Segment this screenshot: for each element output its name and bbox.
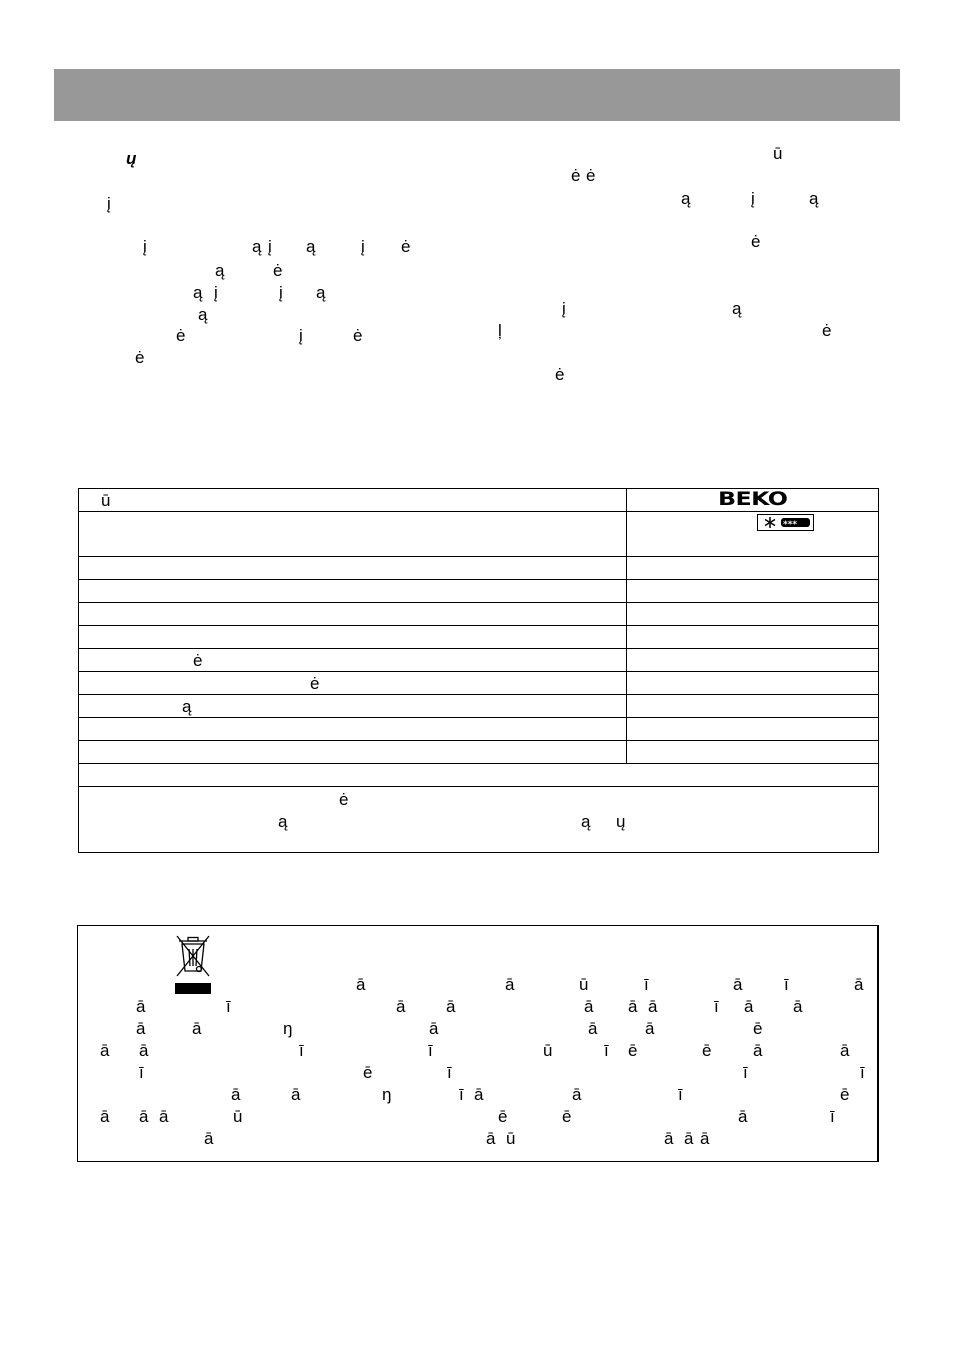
spec-label-cell bbox=[79, 603, 627, 626]
weee-text-fragment: ū bbox=[233, 1107, 243, 1126]
spec-label-fragment: ą bbox=[182, 697, 192, 716]
weee-text-fragment: ā bbox=[159, 1107, 169, 1126]
spec-value-cell bbox=[627, 557, 879, 580]
table-row bbox=[79, 557, 879, 580]
weee-text-fragment: ī bbox=[743, 1063, 748, 1082]
weee-text-fragment: ī bbox=[447, 1063, 452, 1082]
body-text-fragment: ą bbox=[215, 261, 225, 280]
spec-label-cell bbox=[79, 512, 627, 557]
spec-label-cell bbox=[79, 741, 627, 764]
weee-text-fragment: ā bbox=[588, 1019, 598, 1038]
weee-text-fragment: ī bbox=[714, 997, 719, 1016]
weee-text-fragment: ī bbox=[644, 975, 649, 994]
weee-text-fragment: ā bbox=[100, 1041, 110, 1060]
weee-text-fragment: ā bbox=[744, 997, 754, 1016]
body-text-fragment: ą bbox=[306, 237, 316, 256]
body-text-fragment: į bbox=[214, 283, 218, 302]
weee-text-fragment: ī bbox=[830, 1107, 835, 1126]
weee-text-fragment: ī bbox=[860, 1063, 865, 1082]
weee-text-fragment: ā bbox=[356, 975, 366, 994]
weee-text-fragment: ā bbox=[136, 997, 146, 1016]
body-text-fragment: ą bbox=[193, 283, 203, 302]
body-text-fragment: ą bbox=[809, 189, 819, 208]
weee-text-fragment: ē bbox=[753, 1019, 763, 1038]
weee-text-fragment: ā bbox=[664, 1129, 674, 1148]
body-text-fragment: ė bbox=[555, 365, 565, 384]
body-text-fragment: ą bbox=[198, 305, 208, 324]
spec-value-cell bbox=[627, 672, 879, 695]
table-row bbox=[79, 718, 879, 741]
spec-note-fragment: ė bbox=[339, 790, 349, 809]
weee-text-fragment: ā bbox=[136, 1019, 146, 1038]
spec-value-cell bbox=[627, 603, 879, 626]
weee-text-fragment: ī bbox=[226, 997, 231, 1016]
body-text-fragment: ą bbox=[681, 189, 691, 208]
weee-text-fragment: ī bbox=[139, 1063, 144, 1082]
body-text-fragment: ė bbox=[353, 326, 363, 345]
spec-label-cell bbox=[79, 580, 627, 603]
body-text-fragment: ļ bbox=[498, 321, 502, 340]
table-row bbox=[79, 626, 879, 649]
table-row bbox=[79, 764, 879, 787]
weee-text-fragment: ā bbox=[738, 1107, 748, 1126]
weee-text-fragment: ī bbox=[678, 1085, 683, 1104]
body-text-fragment: ė bbox=[273, 261, 283, 280]
weee-text-fragment: ā bbox=[700, 1129, 710, 1148]
weee-text-fragment: ā bbox=[192, 1019, 202, 1038]
spec-value-cell bbox=[627, 741, 879, 764]
body-text-fragment: ą bbox=[732, 299, 742, 318]
weee-text-fragment: ā bbox=[231, 1085, 241, 1104]
weee-text-fragment: ā bbox=[505, 975, 515, 994]
body-text-fragment: į bbox=[268, 237, 272, 256]
weee-text-fragment: ā bbox=[139, 1107, 149, 1126]
weee-text-fragment: ā bbox=[645, 1019, 655, 1038]
weee-text-fragment: ā bbox=[684, 1129, 694, 1148]
body-text-fragment: ė bbox=[822, 321, 832, 340]
weee-text-fragment: ā bbox=[100, 1107, 110, 1126]
body-text-fragment: ų bbox=[126, 149, 137, 168]
body-text-fragment: į bbox=[143, 237, 147, 256]
svg-text:***: *** bbox=[783, 520, 798, 530]
spec-value-cell bbox=[627, 649, 879, 672]
weee-text-fragment: ū bbox=[506, 1129, 516, 1148]
spec-label-cell bbox=[79, 557, 627, 580]
body-text-fragment: į bbox=[107, 194, 111, 213]
weee-text-fragment: ā bbox=[648, 997, 658, 1016]
weee-text-fragment: ā bbox=[139, 1041, 149, 1060]
weee-text-fragment: ī bbox=[459, 1085, 464, 1104]
body-text-fragment: ė bbox=[571, 166, 581, 185]
section-header-bar bbox=[54, 69, 900, 121]
spec-label-cell bbox=[79, 649, 627, 672]
weee-text-fragment: ā bbox=[793, 997, 803, 1016]
body-text-fragment: ū bbox=[773, 144, 783, 163]
weee-text-fragment: ŋ bbox=[283, 1019, 293, 1038]
weee-disposal-notice bbox=[77, 925, 879, 1162]
body-text-fragment: ą bbox=[252, 237, 262, 256]
spec-label-fragment: ū bbox=[101, 491, 111, 510]
weee-text-fragment: ū bbox=[543, 1041, 553, 1060]
weee-text-fragment: ā bbox=[840, 1041, 850, 1060]
table-row bbox=[79, 649, 879, 672]
spec-label-cell bbox=[79, 626, 627, 649]
table-row bbox=[79, 741, 879, 764]
weee-text-fragment: ē bbox=[840, 1085, 850, 1104]
weee-text-fragment: ē bbox=[562, 1107, 572, 1126]
weee-text-fragment: ŋ bbox=[382, 1085, 392, 1104]
body-text-fragment: ė bbox=[135, 348, 145, 367]
weee-text-fragment: ē bbox=[363, 1063, 373, 1082]
weee-text-fragment: ī bbox=[784, 975, 789, 994]
body-text-fragment: ė bbox=[751, 232, 761, 251]
body-text-fragment: ė bbox=[176, 326, 186, 345]
body-text-fragment: į bbox=[361, 237, 365, 256]
weee-text-fragment: ā bbox=[733, 975, 743, 994]
spec-label-cell bbox=[79, 672, 627, 695]
weee-text-fragment: ā bbox=[204, 1129, 214, 1148]
table-row bbox=[79, 787, 879, 853]
spec-value-cell bbox=[627, 489, 879, 512]
spec-note-fragment: ą bbox=[278, 812, 288, 831]
body-text-fragment: į bbox=[562, 299, 566, 318]
body-text-fragment: ą bbox=[316, 283, 326, 302]
spec-value-cell bbox=[627, 580, 879, 603]
body-text-fragment: ė bbox=[586, 166, 596, 185]
spec-label-fragment: ė bbox=[310, 674, 320, 693]
weee-text-fragment: ē bbox=[498, 1107, 508, 1126]
spec-note-fragment: ą bbox=[581, 812, 591, 831]
crossed-bin-icon bbox=[175, 935, 211, 995]
weee-text-fragment: ā bbox=[584, 997, 594, 1016]
table-row bbox=[79, 603, 879, 626]
table-row bbox=[79, 489, 879, 512]
body-text-fragment: į bbox=[299, 326, 303, 345]
weee-text-fragment: ā bbox=[753, 1041, 763, 1060]
weee-text-fragment: ā bbox=[572, 1085, 582, 1104]
brand-logo: BEKO bbox=[718, 488, 788, 510]
body-text-fragment: į bbox=[279, 283, 283, 302]
spec-note-cell bbox=[79, 787, 879, 853]
table-row bbox=[79, 580, 879, 603]
weee-text-fragment: ē bbox=[628, 1041, 638, 1060]
weee-text-fragment: ā bbox=[474, 1085, 484, 1104]
table-row bbox=[79, 672, 879, 695]
spec-value-cell bbox=[627, 695, 879, 718]
weee-text-fragment: ā bbox=[291, 1085, 301, 1104]
spec-value-cell bbox=[627, 718, 879, 741]
spec-note-cell bbox=[79, 764, 879, 787]
body-text-fragment: į bbox=[751, 189, 755, 208]
weee-text-fragment: ī bbox=[604, 1041, 609, 1060]
spec-label-cell bbox=[79, 718, 627, 741]
weee-text-fragment: ā bbox=[446, 997, 456, 1016]
technical-spec-table bbox=[78, 488, 879, 853]
spec-note-fragment: ų bbox=[616, 812, 626, 831]
weee-text-fragment: ē bbox=[702, 1041, 712, 1060]
spec-label-cell bbox=[79, 695, 627, 718]
weee-text-fragment: ā bbox=[486, 1129, 496, 1148]
spec-value-cell bbox=[627, 512, 879, 557]
body-text-fragment: ė bbox=[401, 237, 411, 256]
spec-label-cell bbox=[79, 489, 627, 512]
weee-text-fragment: ī bbox=[299, 1041, 304, 1060]
table-row bbox=[79, 695, 879, 718]
star-rating-icon bbox=[757, 514, 814, 531]
weee-text-fragment: ā bbox=[628, 997, 638, 1016]
weee-text-fragment: ī bbox=[428, 1041, 433, 1060]
weee-text-fragment: ā bbox=[429, 1019, 439, 1038]
spec-label-fragment: ė bbox=[193, 651, 203, 670]
weee-text-fragment: ū bbox=[579, 975, 589, 994]
table-row bbox=[79, 512, 879, 557]
spec-value-cell bbox=[627, 626, 879, 649]
weee-text-fragment: ā bbox=[854, 975, 864, 994]
weee-text-fragment: ā bbox=[396, 997, 406, 1016]
